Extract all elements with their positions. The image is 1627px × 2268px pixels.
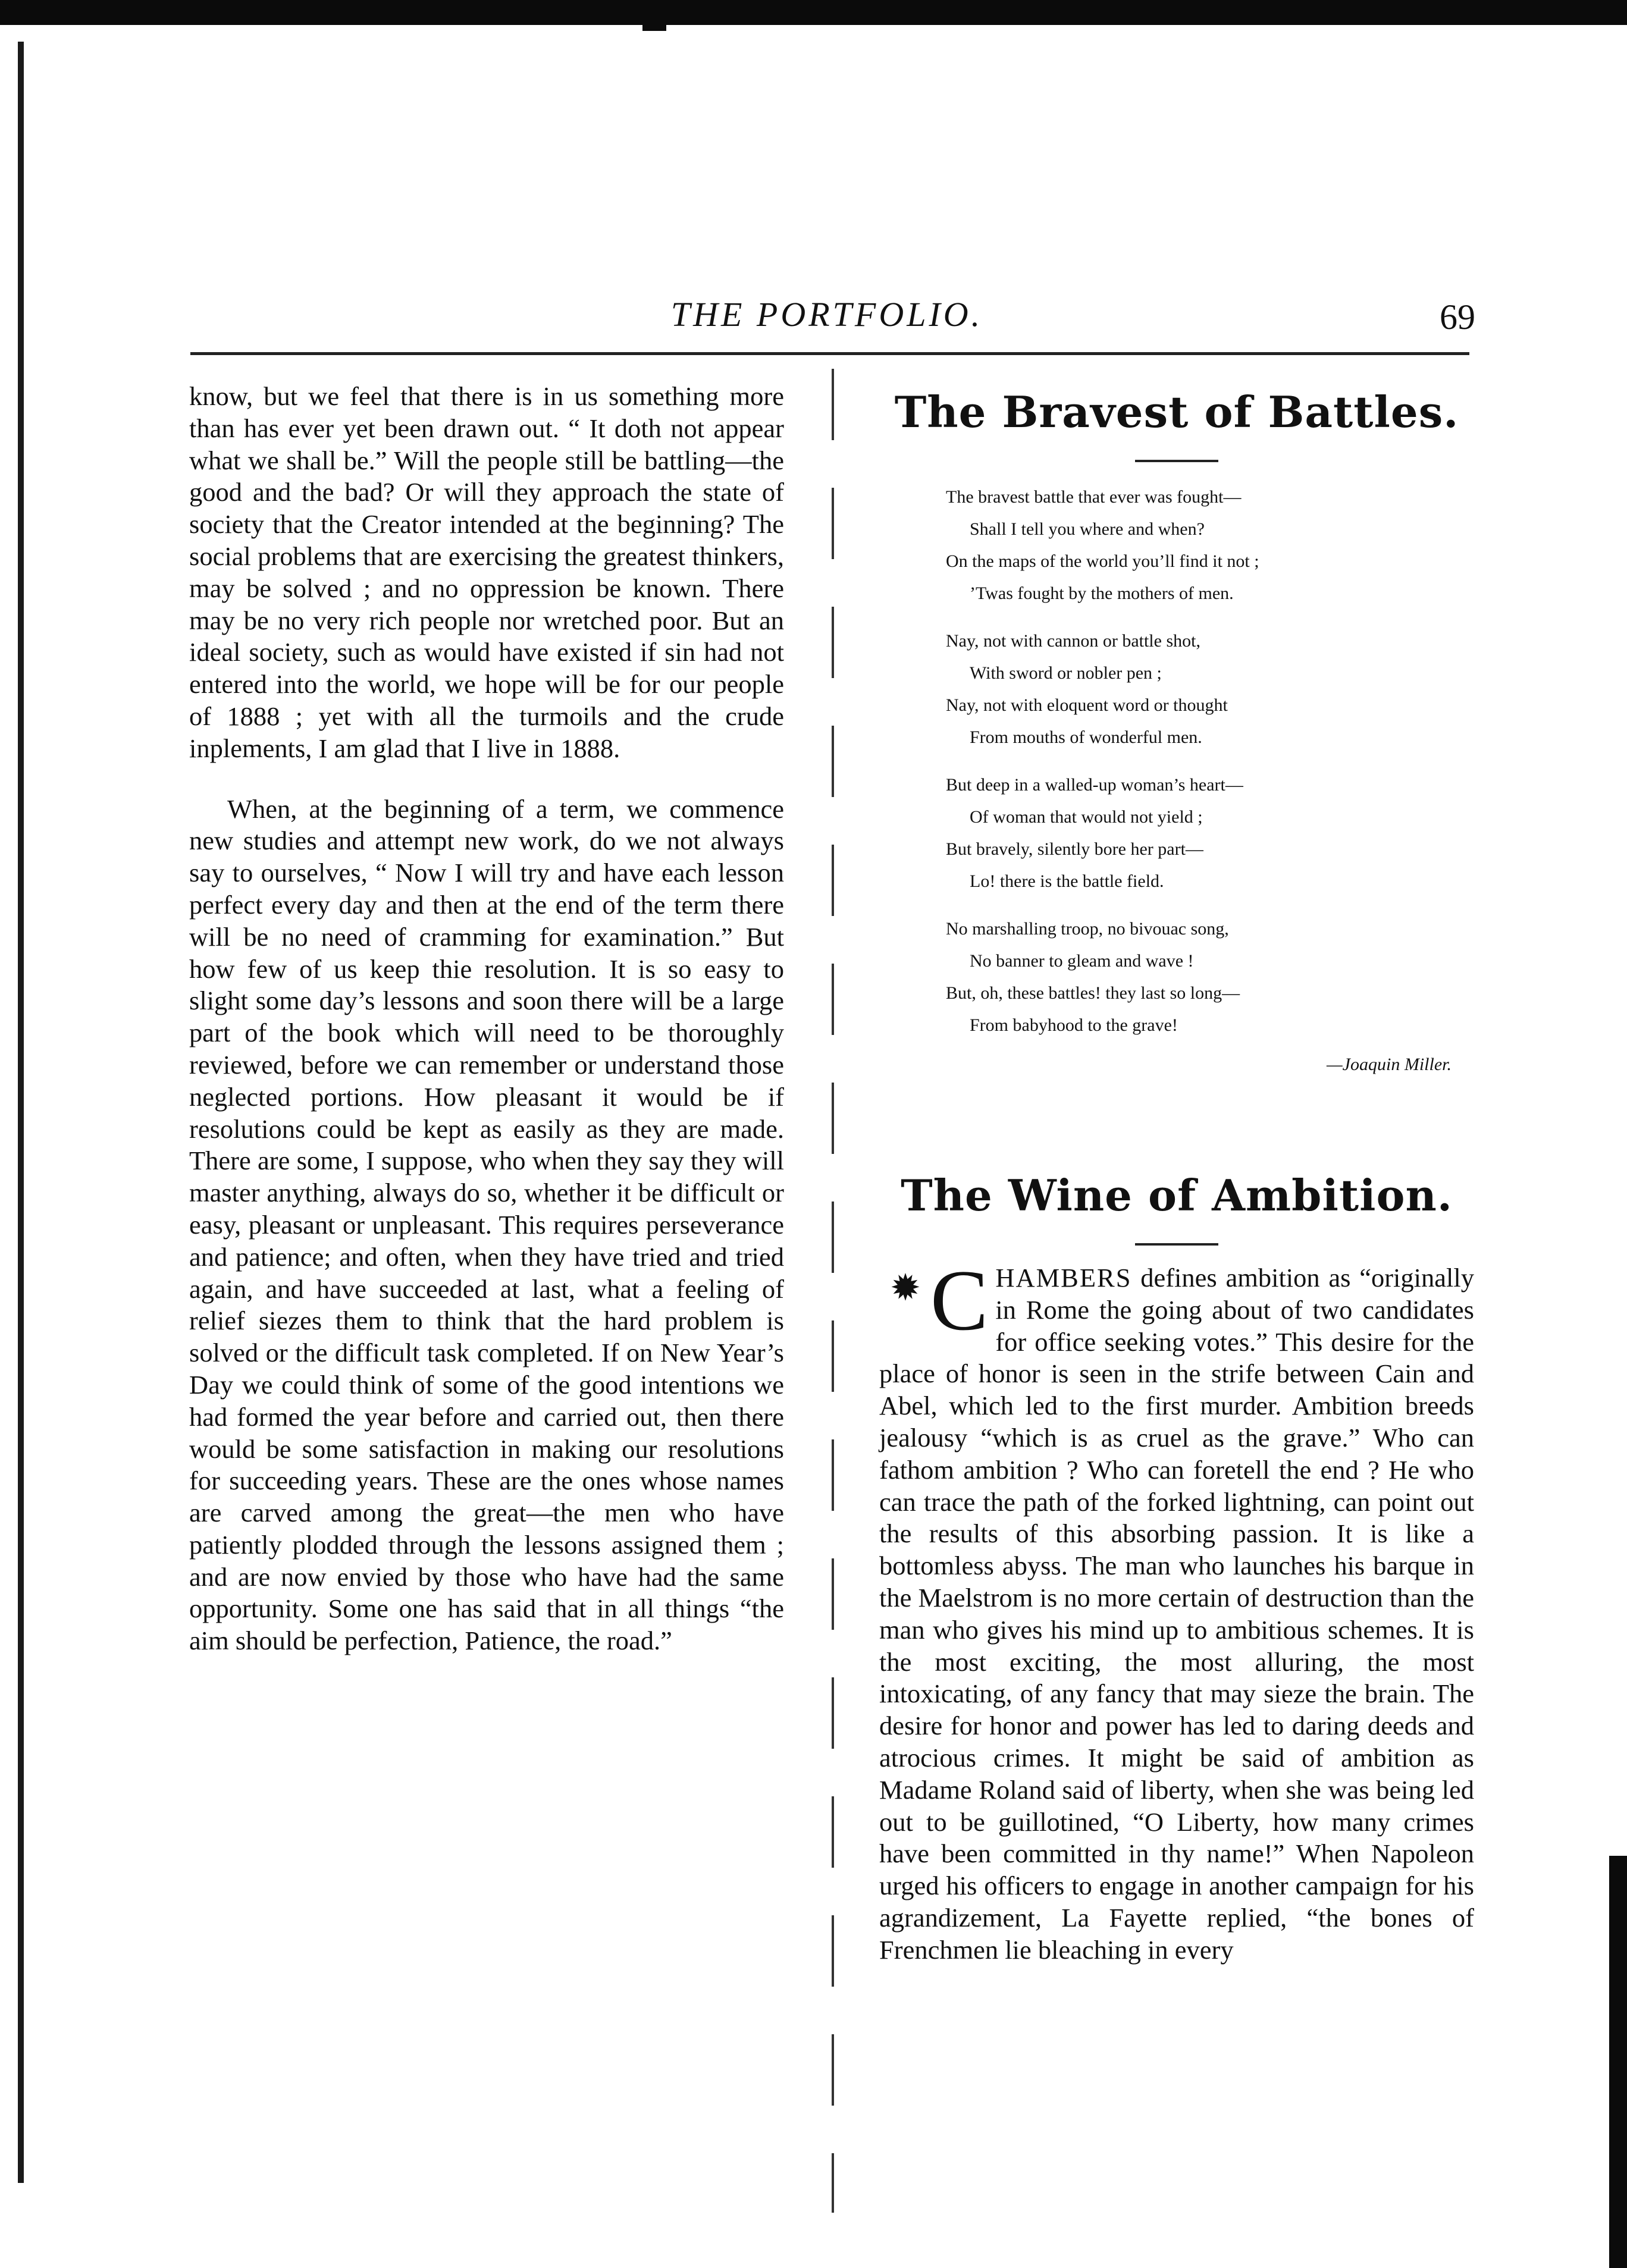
poem-stanza <box>946 769 1474 898</box>
title-rule <box>1135 1243 1218 1246</box>
poem-line: The bravest battle that ever was fought— <box>946 487 1242 507</box>
running-title: THE PORTFOLIO. <box>670 295 983 334</box>
title-rule <box>1135 460 1218 462</box>
poem-line: Of woman that would not yield ; <box>970 807 1203 827</box>
poem-attribution: —Joaquin Miller. <box>1327 1055 1452 1074</box>
page-number: 69 <box>1440 297 1475 337</box>
page-top-border <box>0 0 1627 25</box>
page-right-edge <box>1609 1856 1627 2268</box>
poem-line: But bravely, silently bore her part— <box>946 839 1203 859</box>
article-continuation-paragraph: know, but we feel that there is in us something more than has ever yet been drawn out. “ It doth not appear what we shall be.” Will the people still be battling—the good and the bad? Or will they approach the state of society that the Creator intended at the beginning? The social problems that are exercising the greatest thinkers, may be solved ; and no oppression be known. There may be no very rich people nor wretched poor. But an ideal society, such as would have existed if sin had not entered into the world, we hope will be for our people of 1888 ; yet with all the turmoils and the crude inplements, I am glad that I live in 1888. <box>189 381 784 763</box>
poem-line: Lo! there is the battle field. <box>970 871 1164 891</box>
left-column <box>189 381 784 1657</box>
page-header <box>178 294 1475 342</box>
poem-line: Nay, not with cannon or battle shot, <box>946 631 1200 651</box>
essay-title: The Wine of Ambition. <box>901 1170 1453 1221</box>
poem-line: No banner to gleam and wave ! <box>970 951 1194 971</box>
essay-body: defines ambition as “originally in Rome the going about of two candidates for office seeking votes.” This desire for the place of honor is seen in the strife between Cain and Abel, which led to the first murder. Ambition breeds jealousy “which is as cruel as the grave.” Who can fathom ambition ? Who can foretell the end ? He who can trace the path of the forked lightning, can point out the results of this absorbing passion. It is like a bottomless abyss. The man who launches his barque in the Maelstrom is no more certain of destruction than the man who gives his mind up to ambitious schemes. It is the most exciting, the most alluring, the most intoxicating, of any fancy that may sieze the brain. The desire for honor and power has led to daring deeds and atrocious crimes. It might be said of ambition as Madame Roland said of liberty, when she was being led out to be guillotined, “O Liberty, how many crimes have been committed in thy name!” When Napoleon urged his officers to engage in another campaign for his agrandizement, La Fayette replied, “the bones of Frenchmen lie bleaching in every <box>879 1263 1474 1965</box>
poem-line: But, oh, these battles! they last so long— <box>946 983 1240 1003</box>
header-rule <box>190 352 1469 355</box>
poem-line: On the maps of the world you’ll find it not ; <box>946 551 1259 571</box>
poem-line: Nay, not with eloquent word or thought <box>946 695 1228 715</box>
poem-line: With sword or nobler pen ; <box>970 663 1162 683</box>
resolutions-paragraph: When, at the beginning of a term, we commence new studies and attempt new work, do we not always say to ourselves, “ Now I will try and have each lesson perfect every day and then at the end of the term there will be no need of cramming for examination.” But how few of us keep thie resolution. It is so easy to slight some day’s lessons and soon there will be a large part of the book which will need to be thoroughly reviewed, before we can remember or understand those neglected portions. How pleasant it would be if resolutions could be kept as easily as they are made. There are some, I suppose, who when they say they will master anything, always do so, whether it be difficult or easy, pleasant or unpleasant. This requires perseverance and patience; and often, when they have tried and tried again, and have succeeded at last, what a feeling of relief siezes them to think that the hard problem is solved or the difficult task completed. If on New Year’s Day we could think of some of the good intentions we had formed the year before and carried out, then there would be some satisfaction in making our resolutions for succeeding years. These are the ones whose names are carved among the great—the men who have patiently plodded through the lessons assigned them ; and are now envied by those who have had the same opportunity. Some one has said that in all things “the aim should be perfection, Patience, the road.” <box>189 793 784 1656</box>
asterism-icon: ✹ <box>890 1268 921 1309</box>
poem-line: From babyhood to the grave! <box>970 1015 1178 1035</box>
poem-line: ’Twas fought by the mothers of men. <box>970 584 1234 603</box>
essay-paragraph <box>879 1252 1474 1966</box>
page-top-border-notch <box>642 18 666 31</box>
drop-cap: C <box>930 1252 989 1348</box>
right-column <box>879 381 1474 1966</box>
poem-stanza <box>946 481 1474 610</box>
poem-title: The Bravest of Battles. <box>894 387 1459 437</box>
poem-stanza <box>946 625 1474 754</box>
page-binding-edge <box>0 42 35 2183</box>
poem-stanza <box>946 913 1474 1042</box>
poem-line: But deep in a walled-up woman’s heart— <box>946 775 1243 795</box>
poem-line: Shall I tell you where and when? <box>970 519 1205 539</box>
poem-line: From mouths of wonderful men. <box>970 727 1202 747</box>
column-divider <box>832 369 834 2213</box>
poem-line: No marshalling troop, no bivouac song, <box>946 919 1229 939</box>
small-caps-word: HAMBERS <box>995 1263 1132 1293</box>
